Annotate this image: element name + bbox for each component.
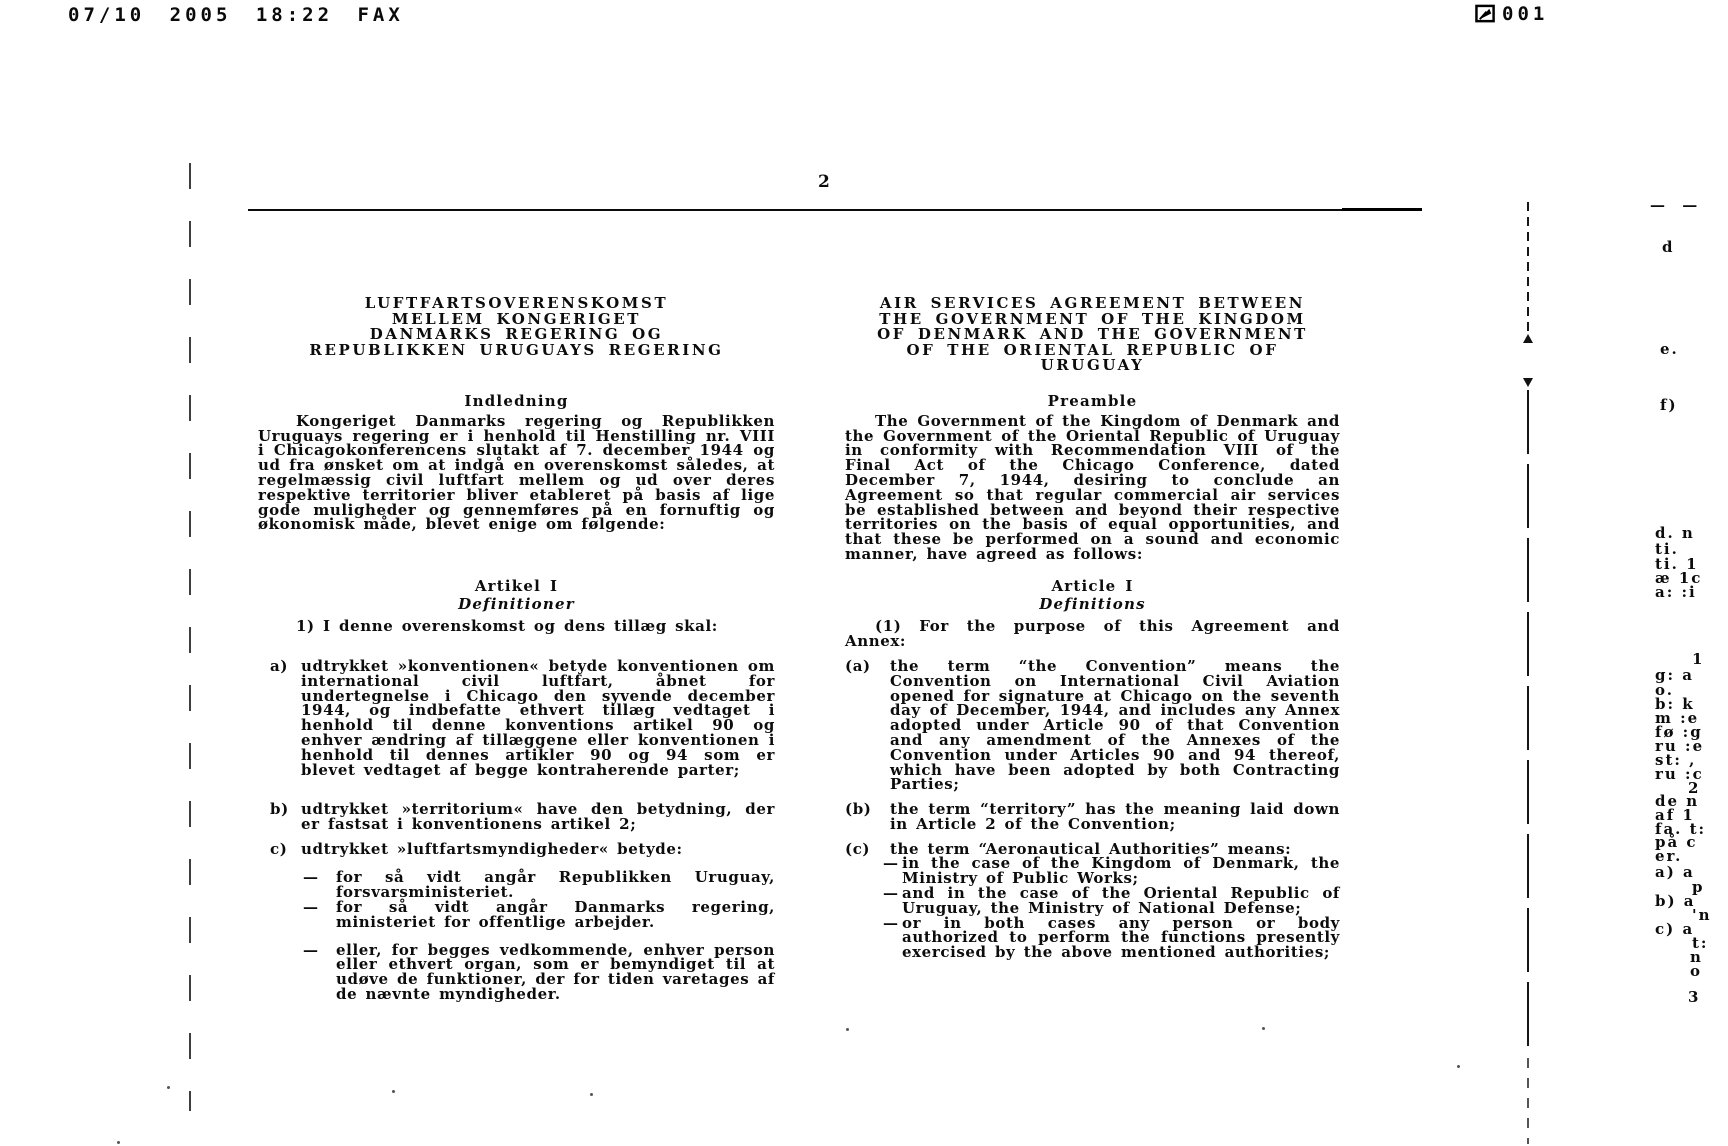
definition-item-c-danish-block bbox=[258, 832, 775, 1002]
edge-fragment: 'n bbox=[1692, 906, 1712, 924]
edge-fragment: de n bbox=[1655, 792, 1700, 810]
page-number: 2 bbox=[818, 172, 830, 192]
margin-dash-marks: — — bbox=[1650, 196, 1704, 214]
scan-speck bbox=[1457, 1065, 1460, 1068]
item-label: c) bbox=[270, 839, 288, 858]
item-text: the term “Aeronautical Authorities” means: bbox=[890, 839, 1292, 858]
right-fold-line-upper bbox=[1527, 202, 1529, 332]
edge-fragment: af 1 bbox=[1655, 806, 1695, 824]
fold-arrow-up-icon bbox=[1523, 334, 1533, 343]
definition-item-b-danish bbox=[258, 802, 775, 832]
edge-fragment: st: , bbox=[1655, 751, 1697, 769]
edge-fragment: b) a bbox=[1655, 892, 1696, 910]
sub-item-text: or in both cases any person or body authorized to perform the functions presently exercised by the above mentioned authorities; bbox=[902, 913, 1340, 962]
header-rule bbox=[248, 209, 1422, 211]
danish-title-line: DANMARKS REGERING OG bbox=[369, 325, 664, 344]
item-text: udtrykket »territorium« have den betydning, der er fastsat i konventionens artikel 2; bbox=[301, 800, 775, 833]
item-text: the term “the Convention” means the Convention on International Civil Aviation opened for signature at Chicago on the seventh day of December, 1944, and includes any Annex adopted under Article 90 of that Convention and any amendment of the Annexes of the Convention under Articles 90 and 94 thereof, which have been adopted by both Contracting Parties; bbox=[890, 656, 1340, 794]
sub-item-text: and in the case of the Oriental Republic of Uruguay, the Ministry of National Defense; bbox=[902, 884, 1340, 917]
scan-speck bbox=[846, 1028, 849, 1031]
sub-item bbox=[258, 900, 775, 930]
danish-preamble-paragraph: Kongeriget Danmarks regering og Republikken Uruguays regering er i henhold til Henstilling nr. VIII i Chicagokonferencens slutakt af 7. december 1944 og ud fra ønsket om at indgå en overenskomst således, at regelmæssig civil luftfart mellem og ud over deres respektive territorier bliver etableret på basis af lige gode muligheder og gennemføres på en fornuftig og økonomisk måde, blevet enige om følgende: bbox=[258, 411, 775, 534]
sub-item-text: in the case of the Kingdom of Denmark, the Ministry of Public Works; bbox=[902, 854, 1340, 888]
fax-page-counter-value: 001 bbox=[1502, 3, 1549, 25]
edge-fragment: 1 bbox=[1692, 650, 1705, 668]
scan-speck bbox=[117, 1141, 120, 1144]
edge-fragment: m :e bbox=[1655, 709, 1700, 727]
edge-fragment: 2 bbox=[1688, 779, 1701, 797]
edge-fragment: a) a bbox=[1655, 863, 1695, 881]
heading-article-1: Article I bbox=[1051, 576, 1134, 595]
right-fold-line-middle bbox=[1527, 390, 1529, 1050]
edge-fragment: b: k bbox=[1655, 695, 1695, 713]
item-label: (c) bbox=[845, 839, 871, 858]
edge-fragment: a: :i bbox=[1655, 583, 1697, 601]
dash-bullet: — bbox=[303, 868, 319, 887]
english-definitions-intro: (1) For the purpose of this Agreement and Annex: bbox=[845, 617, 1340, 651]
english-preamble-paragraph: The Government of the Kingdom of Denmark and the Government of the Oriental Republic of Uruguay in conformity with Recommendation VIII of the Final Act of the Chicago Conference, dated December 7, 1944, desiring to conclude an Agreement so that regular commercial air services be established between and beyond their respective territories on the basis of equal opportunities, and that these be performed on a sound and economic manner, have agreed as follows: bbox=[845, 411, 1340, 563]
english-title-line: OF DENMARK AND THE GOVERNMENT bbox=[877, 325, 1308, 344]
item-label: b) bbox=[270, 800, 289, 819]
sub-item bbox=[845, 886, 1340, 916]
edge-fragment: f) bbox=[1660, 396, 1678, 414]
header-rule-smudge bbox=[1342, 208, 1422, 211]
edge-fragment: g: a bbox=[1655, 666, 1694, 684]
sub-item bbox=[845, 913, 1340, 962]
heading-indledning: Indledning bbox=[464, 391, 569, 410]
edge-fragment: d. n bbox=[1655, 524, 1695, 542]
danish-title-line: MELLEM KONGERIGET bbox=[391, 309, 642, 328]
edge-fragment: ru :c bbox=[1655, 765, 1704, 783]
dash-bullet: — bbox=[303, 940, 319, 959]
edge-fragment: ru :e bbox=[1655, 737, 1705, 755]
dash-bullet: — bbox=[883, 884, 899, 903]
definition-item-a-english bbox=[845, 656, 1340, 794]
item-text: udtrykket »luftfartsmyndigheder« betyde: bbox=[301, 839, 683, 858]
fold-arrow-down-icon bbox=[1523, 378, 1533, 387]
definition-item-a-danish bbox=[258, 656, 775, 792]
definition-item-b-english bbox=[845, 802, 1340, 832]
edge-fragment: ti. 1 bbox=[1655, 555, 1699, 573]
item-label: (b) bbox=[845, 800, 872, 819]
english-sub-items bbox=[845, 856, 1340, 960]
definition-item-c-english-block bbox=[845, 832, 1340, 1002]
edge-fragment: er. bbox=[1655, 847, 1683, 865]
scan-speck bbox=[167, 1086, 170, 1089]
scan-speck bbox=[590, 1093, 593, 1096]
item-text: the term “territory” has the meaning laid down in Article 2 of the Convention; bbox=[890, 800, 1340, 833]
danish-title-line: LUFTFARTSOVERENSKOMST bbox=[364, 294, 669, 312]
dash-bullet: — bbox=[883, 854, 899, 873]
scan-speck bbox=[1262, 1027, 1265, 1030]
sub-item-text: eller, for begges vedkommende, enhver person eller ethvert organ, som er bemyndiget til at udøve de funktioner, der for tiden varetages af de nævnte myndigheder. bbox=[336, 940, 775, 1004]
fax-page-icon bbox=[1475, 4, 1496, 24]
danish-sub-items bbox=[258, 868, 775, 1004]
dash-bullet: — bbox=[883, 913, 899, 932]
english-title-line: OF THE ORIENTAL REPUBLIC OF bbox=[906, 340, 1279, 359]
subheading-definitions: Definitions bbox=[1039, 594, 1146, 613]
item-label: a) bbox=[270, 656, 289, 675]
fax-timestamp: 07/10 2005 18:22 FAX bbox=[68, 4, 404, 26]
dash-bullet: — bbox=[303, 898, 319, 917]
danish-definitions-intro: 1) I denne overenskomst og dens tillæg skal: bbox=[296, 617, 718, 636]
scan-speck bbox=[392, 1090, 395, 1093]
sub-item bbox=[258, 870, 775, 900]
left-fold-line bbox=[189, 163, 191, 1111]
edge-fragment: p bbox=[1692, 878, 1705, 896]
two-column-text bbox=[258, 296, 1340, 1002]
danish-title bbox=[258, 296, 775, 374]
edge-fragment: e. bbox=[1660, 340, 1679, 358]
sub-item-text: for så vidt angår Republikken Uruguay, forsvarsministeriet. bbox=[336, 868, 775, 902]
edge-fragment: t: bbox=[1692, 934, 1709, 952]
fax-page-counter bbox=[1475, 3, 1548, 25]
edge-fragment: fø :g bbox=[1655, 723, 1703, 741]
edge-fragment: c) a bbox=[1655, 920, 1695, 938]
edge-fragment: æ 1c bbox=[1655, 569, 1703, 587]
danish-title-line: REPUBLIKKEN URUGUAYS REGERING bbox=[309, 340, 724, 359]
edge-fragment: o. bbox=[1655, 681, 1674, 699]
item-text: udtrykket »konventionen« betyde konventionen om international civil luftfart, åbnet for undertegnelse i Chicago den syvende december 1944, og indbefatte ethvert tillæg vedtaget i henhold til denne konventions artikel 90 og enhver ændring af tillæggene eller konventionen i henhold til dennes artikler 90 og 94 som er blevet vedtaget af begge kontraherende parter; bbox=[301, 656, 775, 779]
edge-fragment: ti. bbox=[1655, 540, 1679, 558]
right-fold-line-lower bbox=[1527, 1058, 1529, 1144]
item-label: (a) bbox=[845, 656, 871, 675]
english-title-line: AIR SERVICES AGREEMENT BETWEEN bbox=[879, 294, 1306, 312]
edge-fragment: n bbox=[1690, 948, 1703, 966]
english-title-line: THE GOVERNMENT OF THE KINGDOM bbox=[879, 309, 1306, 328]
edge-fragment: d bbox=[1662, 238, 1675, 256]
definition-item-c-danish bbox=[258, 839, 775, 858]
sub-item-text: for så vidt angår Danmarks regering, ministeriet for offentlige arbejder. bbox=[336, 898, 775, 931]
sub-item bbox=[258, 940, 775, 1004]
edge-fragment: o bbox=[1690, 962, 1703, 980]
heading-artikel-1: Artikel I bbox=[474, 576, 559, 595]
edge-fragment: fa. t: bbox=[1655, 820, 1707, 838]
heading-preamble: Preamble bbox=[1047, 391, 1138, 410]
edge-fragment: på c bbox=[1655, 833, 1698, 851]
subheading-definitioner: Definitioner bbox=[458, 594, 575, 613]
edge-fragment: 3 bbox=[1688, 988, 1701, 1006]
sub-item bbox=[845, 856, 1340, 886]
english-title bbox=[845, 296, 1340, 374]
english-title-line: URUGUAY bbox=[1040, 356, 1145, 375]
